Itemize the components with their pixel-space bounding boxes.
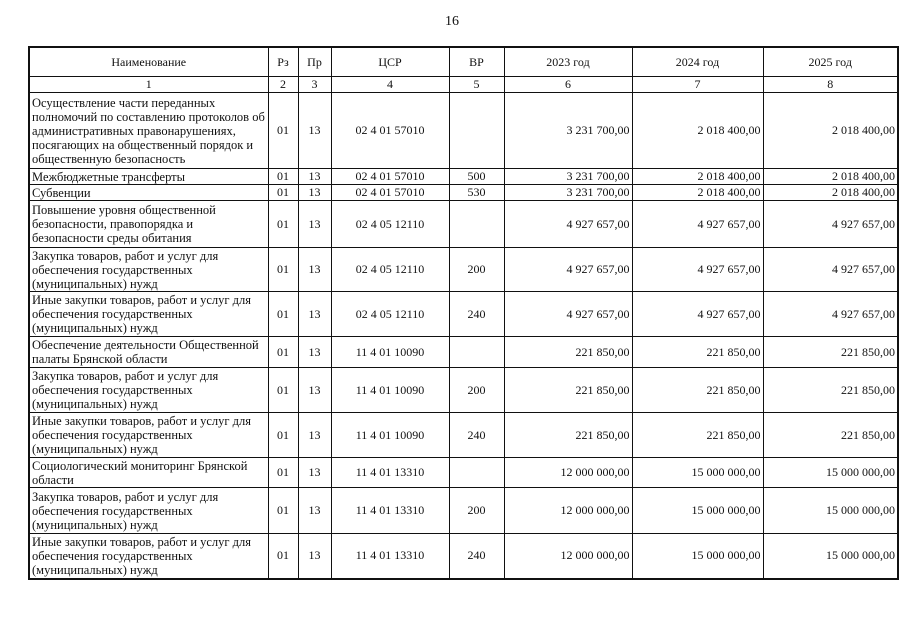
row-pr: 13 — [298, 413, 331, 458]
row-2025: 2 018 400,00 — [763, 169, 898, 185]
row-pr: 13 — [298, 488, 331, 534]
row-name: Иные закупки товаров, работ и услуг для обеспечения государственных (муниципальных) нужд — [29, 534, 268, 579]
column-number: 7 — [632, 77, 763, 93]
row-2023: 12 000 000,00 — [504, 458, 632, 488]
column-number: 2 — [268, 77, 298, 93]
row-2023: 4 927 657,00 — [504, 201, 632, 248]
row-pr: 13 — [298, 458, 331, 488]
row-rz: 01 — [268, 201, 298, 248]
row-rz: 01 — [268, 93, 298, 169]
row-2024: 4 927 657,00 — [632, 201, 763, 248]
table-row — [29, 413, 898, 458]
table-row — [29, 368, 898, 413]
row-rz: 01 — [268, 534, 298, 579]
column-header-name: Наименование — [29, 47, 268, 77]
row-csr: 02 4 05 12110 — [331, 292, 449, 337]
row-rz: 01 — [268, 488, 298, 534]
row-pr: 13 — [298, 201, 331, 248]
row-2023: 4 927 657,00 — [504, 292, 632, 337]
row-csr: 11 4 01 10090 — [331, 413, 449, 458]
column-header-2024: 2024 год — [632, 47, 763, 77]
row-pr: 13 — [298, 368, 331, 413]
row-2024: 221 850,00 — [632, 368, 763, 413]
table-row — [29, 534, 898, 579]
row-pr: 13 — [298, 185, 331, 201]
column-header-2025: 2025 год — [763, 47, 898, 77]
table-row — [29, 93, 898, 169]
table-row — [29, 169, 898, 185]
row-2023: 221 850,00 — [504, 337, 632, 368]
row-vr — [449, 458, 504, 488]
row-name: Иные закупки товаров, работ и услуг для обеспечения государственных (муниципальных) нужд — [29, 292, 268, 337]
row-vr: 200 — [449, 368, 504, 413]
row-name: Закупка товаров, работ и услуг для обеспечения государственных (муниципальных) нужд — [29, 488, 268, 534]
row-csr: 02 4 01 57010 — [331, 185, 449, 201]
row-2025: 4 927 657,00 — [763, 248, 898, 292]
row-2025: 15 000 000,00 — [763, 488, 898, 534]
row-2023: 4 927 657,00 — [504, 248, 632, 292]
table-row — [29, 248, 898, 292]
row-rz: 01 — [268, 292, 298, 337]
row-2025: 221 850,00 — [763, 413, 898, 458]
row-vr: 240 — [449, 292, 504, 337]
row-2024: 15 000 000,00 — [632, 488, 763, 534]
column-number: 4 — [331, 77, 449, 93]
row-pr: 13 — [298, 169, 331, 185]
table-row — [29, 458, 898, 488]
row-csr: 11 4 01 13310 — [331, 534, 449, 579]
row-2024: 4 927 657,00 — [632, 248, 763, 292]
row-csr: 02 4 01 57010 — [331, 169, 449, 185]
row-name: Иные закупки товаров, работ и услуг для обеспечения государственных (муниципальных) нужд — [29, 413, 268, 458]
row-2024: 221 850,00 — [632, 413, 763, 458]
row-2024: 15 000 000,00 — [632, 534, 763, 579]
column-header-pr: Пр — [298, 47, 331, 77]
column-number: 1 — [29, 77, 268, 93]
row-name: Закупка товаров, работ и услуг для обеспечения государственных (муниципальных) нужд — [29, 368, 268, 413]
row-name: Закупка товаров, работ и услуг для обеспечения государственных (муниципальных) нужд — [29, 248, 268, 292]
row-2023: 3 231 700,00 — [504, 169, 632, 185]
table-row — [29, 201, 898, 248]
row-rz: 01 — [268, 368, 298, 413]
row-vr — [449, 201, 504, 248]
row-rz: 01 — [268, 248, 298, 292]
column-header-2023: 2023 год — [504, 47, 632, 77]
table-row — [29, 185, 898, 201]
row-rz: 01 — [268, 458, 298, 488]
row-vr: 200 — [449, 248, 504, 292]
row-rz: 01 — [268, 169, 298, 185]
row-2023: 3 231 700,00 — [504, 185, 632, 201]
row-rz: 01 — [268, 337, 298, 368]
row-vr — [449, 93, 504, 169]
column-number: 3 — [298, 77, 331, 93]
column-header-csr: ЦСР — [331, 47, 449, 77]
budget-table — [28, 46, 899, 580]
column-number: 6 — [504, 77, 632, 93]
row-2025: 2 018 400,00 — [763, 185, 898, 201]
row-vr: 500 — [449, 169, 504, 185]
row-vr — [449, 337, 504, 368]
row-2025: 221 850,00 — [763, 337, 898, 368]
row-2025: 221 850,00 — [763, 368, 898, 413]
page-number: 16 — [445, 14, 459, 29]
row-2025: 15 000 000,00 — [763, 458, 898, 488]
row-pr: 13 — [298, 248, 331, 292]
row-name: Межбюджетные трансферты — [29, 169, 268, 185]
row-pr: 13 — [298, 292, 331, 337]
row-2023: 12 000 000,00 — [504, 488, 632, 534]
row-vr: 240 — [449, 534, 504, 579]
row-2024: 4 927 657,00 — [632, 292, 763, 337]
row-name: Осуществление части переданных полномочий по составлению протоколов об административных правонарушениях, посягающих на общественный порядок и общественную безопасность — [29, 93, 268, 169]
row-name: Обеспечение деятельности Общественной палаты Брянской области — [29, 337, 268, 368]
row-pr: 13 — [298, 534, 331, 579]
row-2024: 2 018 400,00 — [632, 93, 763, 169]
row-2025: 4 927 657,00 — [763, 292, 898, 337]
header-row — [29, 47, 898, 77]
row-csr: 02 4 05 12110 — [331, 248, 449, 292]
row-2025: 15 000 000,00 — [763, 534, 898, 579]
row-csr: 11 4 01 10090 — [331, 368, 449, 413]
row-pr: 13 — [298, 337, 331, 368]
row-2024: 2 018 400,00 — [632, 169, 763, 185]
table-row — [29, 337, 898, 368]
row-rz: 01 — [268, 185, 298, 201]
table-row — [29, 292, 898, 337]
row-2023: 12 000 000,00 — [504, 534, 632, 579]
row-2023: 221 850,00 — [504, 368, 632, 413]
row-2025: 4 927 657,00 — [763, 201, 898, 248]
row-csr: 11 4 01 10090 — [331, 337, 449, 368]
row-vr: 200 — [449, 488, 504, 534]
column-number: 5 — [449, 77, 504, 93]
row-2024: 15 000 000,00 — [632, 458, 763, 488]
row-2024: 221 850,00 — [632, 337, 763, 368]
row-vr: 240 — [449, 413, 504, 458]
row-name: Социологический мониторинг Брянской области — [29, 458, 268, 488]
column-header-vr: ВР — [449, 47, 504, 77]
row-name: Субвенции — [29, 185, 268, 201]
column-header-rz: Рз — [268, 47, 298, 77]
row-name: Повышение уровня общественной безопасности, правопорядка и безопасности среды обитания — [29, 201, 268, 248]
row-2023: 3 231 700,00 — [504, 93, 632, 169]
table-row — [29, 488, 898, 534]
row-csr: 11 4 01 13310 — [331, 458, 449, 488]
row-rz: 01 — [268, 413, 298, 458]
row-csr: 02 4 01 57010 — [331, 93, 449, 169]
column-number: 8 — [763, 77, 898, 93]
row-2023: 221 850,00 — [504, 413, 632, 458]
row-2025: 2 018 400,00 — [763, 93, 898, 169]
row-csr: 11 4 01 13310 — [331, 488, 449, 534]
row-pr: 13 — [298, 93, 331, 169]
row-2024: 2 018 400,00 — [632, 185, 763, 201]
row-vr: 530 — [449, 185, 504, 201]
column-number-row — [29, 77, 898, 93]
row-csr: 02 4 05 12110 — [331, 201, 449, 248]
